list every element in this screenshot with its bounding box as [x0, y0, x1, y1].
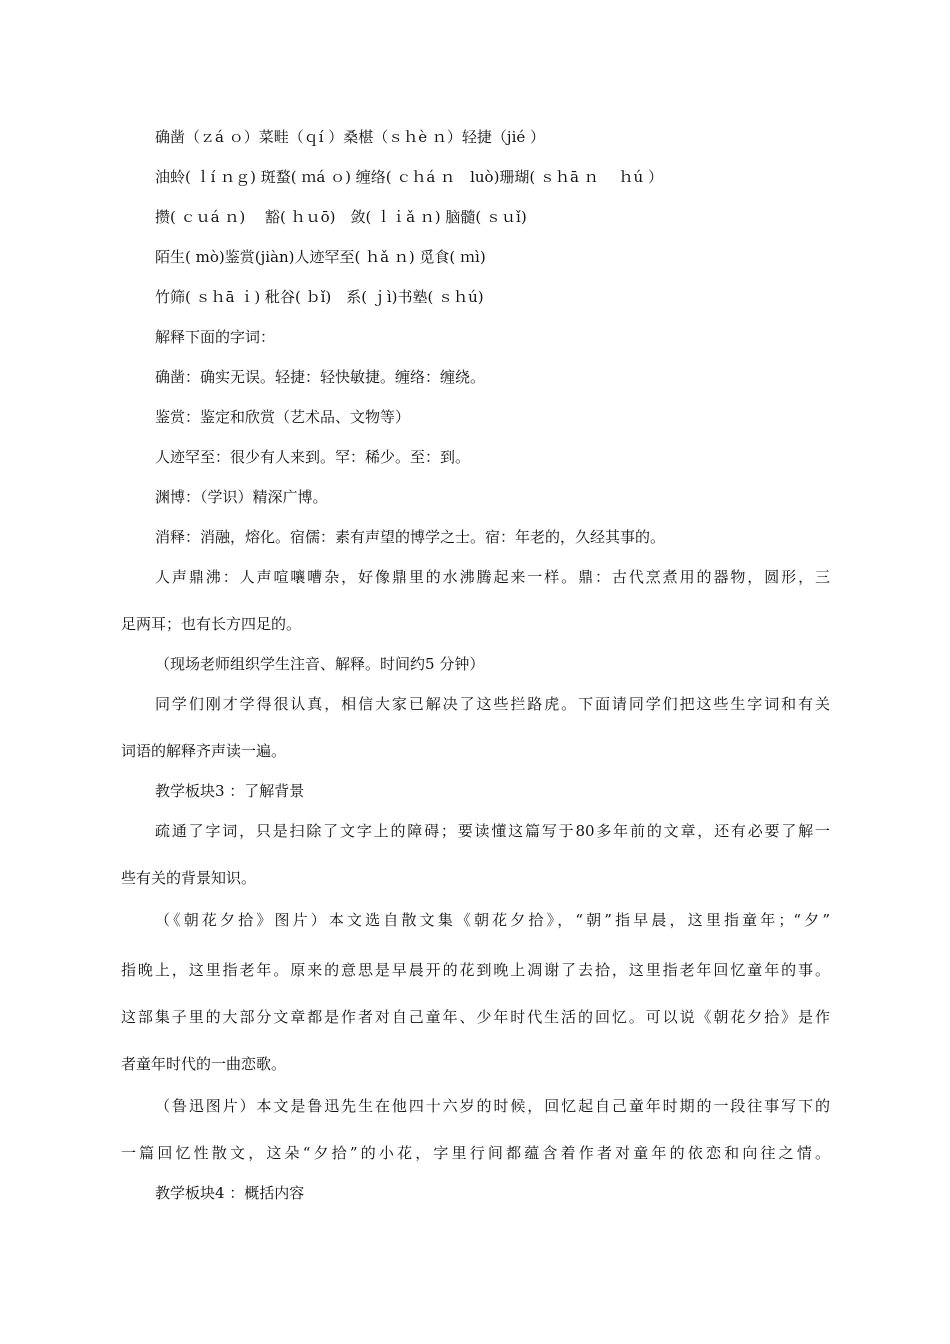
paragraph-book-cont-2: 这部集子里的大部分文章都是作者对自己童年、少年时代生活的回忆。可以说《朝花夕拾》是作: [121, 1008, 830, 1026]
paragraph-author-cont: 一篇回忆性散文，这朵“夕拾”的小花，字里行间都蕴含着作者对童年的依恋和向往之情。: [121, 1144, 830, 1162]
paragraph-background-cont: 些有关的背景知识。: [121, 869, 257, 887]
definition-line-2: 鉴赏：鉴定和欣赏（艺术品、文物等）: [155, 408, 411, 426]
pinyin-line-2: 油蛉( ｌí ｎｇ) 斑蝥( ｍá ｏ) 缠络( ｃｈá ｎ luò)珊瑚( ｓｈā ｎ ｈú ）: [155, 168, 663, 186]
definition-line-4: 渊博：（学识）精深广博。: [155, 488, 328, 506]
paragraph-book-cont-1: 指晚上，这里指老年。原来的意思是早晨开的花到晚上凋谢了去拾，这里指老年回忆童年的事。: [121, 961, 830, 979]
paragraph-book-cont-3: 者童年时代的一曲恋歌。: [121, 1055, 287, 1073]
pinyin-line-1: 确凿（ｚá ｏ）菜畦（ｑí ）桑椹（ｓｈè ｎ）轻捷（jié ）: [155, 128, 546, 146]
paragraph-author: （鲁迅图片）本文是鲁迅先生在他四十六岁的时候，回忆起自己童年时期的一段往事写下的: [155, 1097, 830, 1115]
definition-line-6-cont: 足两耳；也有长方四足的。: [121, 615, 302, 633]
pinyin-line-4: 陌生( mò)鉴赏(jiàn)人迹罕至( ｈǎ ｎ) 觅食( ｍì): [155, 248, 486, 266]
definition-line-6: 人声鼎沸：人声喧嚷嘈杂，好像鼎里的水沸腾起来一样。鼎：古代烹煮用的器物，圆形，三: [155, 568, 830, 586]
section-label-explain: 解释下面的字词：: [155, 328, 276, 346]
paragraph-background: 疏通了字词，只是扫除了文字上的障碍；要读懂这篇写于80多年前的文章，还有必要了解一: [155, 822, 830, 840]
definition-line-3: 人迹罕至：很少有人来到。罕：稀少。至：到。: [155, 448, 471, 466]
paragraph-read-aloud: 同学们刚才学得很认真，相信大家已解决了这些拦路虎。下面请同学们把这些生字词和有关: [155, 695, 830, 713]
paragraph-book: （《朝花夕拾》图片）本文选自散文集《朝花夕拾》，“朝”指早晨，这里指童年；“夕”: [155, 911, 830, 929]
paragraph-read-aloud-cont: 词语的解释齐声读一遍。: [121, 742, 287, 760]
section-heading-4: 教学板块4 ：概括内容: [155, 1184, 305, 1202]
definition-line-5: 消释：消融，熔化。宿儒：素有声望的博学之士。宿：年老的，久经其事的。: [155, 528, 666, 546]
section-heading-3: 教学板块3 ：了解背景: [155, 782, 305, 800]
pinyin-line-5: 竹筛( ｓｈā ｉ) 秕谷( ｂǐ) 系( ｊì)书塾( ｓｈú): [155, 288, 484, 306]
definition-line-1: 确凿：确实无误。轻捷：轻快敏捷。缠络：缠绕。: [155, 368, 486, 386]
pinyin-line-3: 攒( ｃｕá ｎ) 豁( ｈｕō) 敛( ｌｉǎ ｎ) 脑髓( ｓｕǐ): [155, 208, 527, 226]
teacher-note: （现场老师组织学生注音、解释。时间约5 分钟）: [155, 655, 485, 673]
